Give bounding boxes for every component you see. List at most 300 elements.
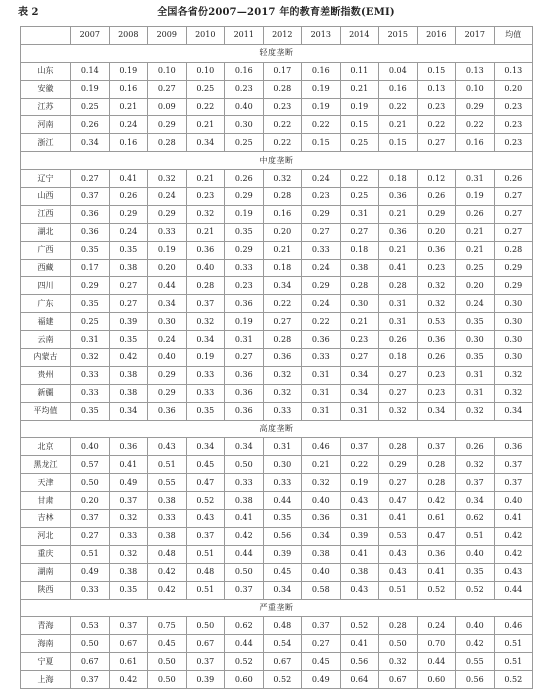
province-cell: 贵州 — [21, 366, 71, 384]
value-cell: 0.35 — [186, 402, 225, 420]
table-header-row — [21, 27, 533, 45]
mean-value-cell: 0.27 — [494, 188, 533, 206]
value-cell: 0.28 — [340, 277, 379, 295]
province-cell: 广东 — [21, 295, 71, 313]
value-cell: 0.32 — [417, 295, 456, 313]
value-cell: 0.23 — [263, 98, 302, 116]
value-cell: 0.67 — [186, 635, 225, 653]
value-cell: 0.23 — [225, 80, 264, 98]
value-cell: 0.35 — [456, 313, 495, 331]
value-cell: 0.27 — [225, 349, 264, 367]
province-cell: 甘肃 — [21, 492, 71, 510]
value-cell: 0.51 — [456, 527, 495, 545]
value-cell: 0.21 — [456, 223, 495, 241]
value-cell: 0.42 — [148, 581, 187, 599]
value-cell: 0.37 — [186, 653, 225, 671]
value-cell: 0.35 — [109, 241, 148, 259]
mean-value-cell: 0.36 — [494, 438, 533, 456]
value-cell: 0.44 — [417, 653, 456, 671]
value-cell: 0.16 — [263, 205, 302, 223]
value-cell: 0.27 — [340, 349, 379, 367]
value-cell: 0.36 — [417, 241, 456, 259]
table-row — [21, 474, 533, 492]
value-cell: 0.31 — [379, 295, 418, 313]
value-cell: 0.27 — [148, 80, 187, 98]
value-cell: 0.21 — [456, 241, 495, 259]
value-cell: 0.33 — [302, 349, 341, 367]
province-cell: 陕西 — [21, 581, 71, 599]
value-cell: 0.41 — [340, 545, 379, 563]
province-cell: 内蒙古 — [21, 349, 71, 367]
value-cell: 0.20 — [71, 492, 110, 510]
value-cell: 0.40 — [71, 438, 110, 456]
section-header-row — [21, 420, 533, 438]
value-cell: 0.23 — [340, 331, 379, 349]
value-cell: 0.15 — [417, 62, 456, 80]
value-cell: 0.45 — [186, 456, 225, 474]
value-cell: 0.31 — [225, 331, 264, 349]
value-cell: 0.37 — [71, 671, 110, 689]
value-cell: 0.30 — [456, 331, 495, 349]
value-cell: 0.33 — [225, 474, 264, 492]
table-row — [21, 134, 533, 152]
value-cell: 0.22 — [263, 116, 302, 134]
value-cell: 0.37 — [225, 581, 264, 599]
value-cell: 0.20 — [263, 223, 302, 241]
table-row — [21, 205, 533, 223]
value-cell: 0.23 — [417, 259, 456, 277]
value-cell: 0.39 — [109, 313, 148, 331]
value-cell: 0.35 — [71, 402, 110, 420]
value-cell: 0.56 — [263, 527, 302, 545]
value-cell: 0.36 — [417, 545, 456, 563]
value-cell: 0.34 — [263, 581, 302, 599]
value-cell: 0.10 — [186, 62, 225, 80]
value-cell: 0.33 — [148, 510, 187, 528]
value-cell: 0.45 — [263, 563, 302, 581]
value-cell: 0.31 — [263, 438, 302, 456]
value-cell: 0.31 — [456, 384, 495, 402]
value-cell: 0.36 — [263, 349, 302, 367]
mean-value-cell: 0.29 — [494, 277, 533, 295]
value-cell: 0.21 — [340, 80, 379, 98]
value-cell: 0.40 — [225, 98, 264, 116]
value-cell: 0.51 — [148, 456, 187, 474]
value-cell: 0.19 — [456, 188, 495, 206]
value-cell: 0.34 — [417, 402, 456, 420]
value-cell: 0.32 — [456, 456, 495, 474]
province-cell: 山东 — [21, 62, 71, 80]
mean-value-cell: 0.30 — [494, 313, 533, 331]
table-row — [21, 116, 533, 134]
value-cell: 0.37 — [340, 438, 379, 456]
value-cell: 0.39 — [263, 545, 302, 563]
value-cell: 0.33 — [148, 223, 187, 241]
value-cell: 0.26 — [417, 349, 456, 367]
table-row — [21, 277, 533, 295]
value-cell: 0.32 — [379, 653, 418, 671]
header-province-cell — [21, 27, 71, 45]
value-cell: 0.42 — [109, 349, 148, 367]
value-cell: 0.29 — [417, 205, 456, 223]
value-cell: 0.22 — [263, 134, 302, 152]
value-cell: 0.32 — [71, 349, 110, 367]
value-cell: 0.15 — [302, 134, 341, 152]
value-cell: 0.25 — [71, 313, 110, 331]
value-cell: 0.19 — [109, 62, 148, 80]
value-cell: 0.31 — [340, 205, 379, 223]
value-cell: 0.53 — [71, 617, 110, 635]
value-cell: 0.33 — [71, 581, 110, 599]
value-cell: 0.32 — [109, 545, 148, 563]
table-title: 全国各省份2007—2017 年的教育差断指数(EMI) — [157, 7, 395, 18]
value-cell: 0.27 — [379, 384, 418, 402]
value-cell: 0.22 — [417, 116, 456, 134]
value-cell: 0.41 — [379, 259, 418, 277]
province-cell: 浙江 — [21, 134, 71, 152]
value-cell: 0.47 — [379, 492, 418, 510]
value-cell: 0.36 — [109, 438, 148, 456]
table-row — [21, 62, 533, 80]
value-cell: 0.11 — [340, 62, 379, 80]
value-cell: 0.27 — [263, 313, 302, 331]
mean-value-cell: 0.23 — [494, 98, 533, 116]
value-cell: 0.60 — [225, 671, 264, 689]
value-cell: 0.17 — [263, 62, 302, 80]
table-row — [21, 635, 533, 653]
table-row — [21, 170, 533, 188]
table-row — [21, 438, 533, 456]
value-cell: 0.24 — [109, 223, 148, 241]
value-cell: 0.32 — [263, 366, 302, 384]
mean-value-cell: 0.51 — [494, 653, 533, 671]
mean-value-cell: 0.30 — [494, 331, 533, 349]
value-cell: 0.32 — [263, 170, 302, 188]
value-cell: 0.21 — [186, 116, 225, 134]
value-cell: 0.21 — [302, 456, 341, 474]
mean-value-cell: 0.44 — [494, 581, 533, 599]
value-cell: 0.56 — [340, 653, 379, 671]
value-cell: 0.60 — [417, 671, 456, 689]
value-cell: 0.25 — [456, 259, 495, 277]
value-cell: 0.75 — [148, 617, 187, 635]
value-cell: 0.27 — [340, 223, 379, 241]
table-row — [21, 671, 533, 689]
value-cell: 0.31 — [302, 402, 341, 420]
value-cell: 0.42 — [417, 492, 456, 510]
province-cell: 江苏 — [21, 98, 71, 116]
value-cell: 0.44 — [225, 635, 264, 653]
value-cell: 0.35 — [109, 581, 148, 599]
header-year-cell: 2008 — [109, 27, 148, 45]
table-row — [21, 456, 533, 474]
mean-value-cell: 0.37 — [494, 474, 533, 492]
value-cell: 0.33 — [302, 241, 341, 259]
value-cell: 0.24 — [148, 188, 187, 206]
value-cell: 0.43 — [379, 545, 418, 563]
province-cell: 湖南 — [21, 563, 71, 581]
value-cell: 0.21 — [109, 98, 148, 116]
value-cell: 0.53 — [417, 313, 456, 331]
value-cell: 0.18 — [379, 349, 418, 367]
value-cell: 0.51 — [186, 581, 225, 599]
value-cell: 0.36 — [225, 402, 264, 420]
value-cell: 0.27 — [379, 366, 418, 384]
value-cell: 0.26 — [225, 170, 264, 188]
value-cell: 0.29 — [148, 384, 187, 402]
value-cell: 0.23 — [225, 277, 264, 295]
value-cell: 0.32 — [302, 474, 341, 492]
value-cell: 0.34 — [109, 402, 148, 420]
value-cell: 0.36 — [302, 510, 341, 528]
value-cell: 0.61 — [109, 653, 148, 671]
value-cell: 0.16 — [109, 134, 148, 152]
table-row — [21, 259, 533, 277]
value-cell: 0.16 — [302, 62, 341, 80]
value-cell: 0.50 — [225, 456, 264, 474]
table-number: 表 2 — [18, 7, 39, 18]
value-cell: 0.33 — [263, 402, 302, 420]
value-cell: 0.50 — [225, 563, 264, 581]
value-cell: 0.38 — [109, 563, 148, 581]
table-row — [21, 366, 533, 384]
mean-value-cell: 0.29 — [494, 259, 533, 277]
province-cell: 北京 — [21, 438, 71, 456]
header-year-cell: 2012 — [263, 27, 302, 45]
value-cell: 0.29 — [302, 277, 341, 295]
value-cell: 0.29 — [148, 116, 187, 134]
value-cell: 0.19 — [225, 205, 264, 223]
province-cell: 吉林 — [21, 510, 71, 528]
mean-value-cell: 0.40 — [494, 492, 533, 510]
value-cell: 0.31 — [379, 313, 418, 331]
header-year-cell: 2015 — [379, 27, 418, 45]
value-cell: 0.32 — [148, 170, 187, 188]
value-cell: 0.37 — [109, 492, 148, 510]
value-cell: 0.58 — [302, 581, 341, 599]
province-cell: 天津 — [21, 474, 71, 492]
table-row — [21, 563, 533, 581]
value-cell: 0.13 — [456, 62, 495, 80]
value-cell: 0.32 — [456, 402, 495, 420]
value-cell: 0.24 — [302, 170, 341, 188]
header-year-cell: 2017 — [456, 27, 495, 45]
mean-value-cell: 0.43 — [494, 563, 533, 581]
value-cell: 0.34 — [456, 492, 495, 510]
mean-value-cell: 0.13 — [494, 62, 533, 80]
value-cell: 0.23 — [417, 366, 456, 384]
value-cell: 0.28 — [379, 438, 418, 456]
header-year-cell: 2007 — [71, 27, 110, 45]
value-cell: 0.21 — [186, 223, 225, 241]
value-cell: 0.21 — [340, 313, 379, 331]
value-cell: 0.31 — [340, 402, 379, 420]
value-cell: 0.28 — [417, 456, 456, 474]
value-cell: 0.22 — [263, 295, 302, 313]
province-cell: 湖北 — [21, 223, 71, 241]
header-year-cell: 2009 — [148, 27, 187, 45]
mean-value-cell: 0.30 — [494, 349, 533, 367]
value-cell: 0.29 — [109, 205, 148, 223]
value-cell: 0.38 — [109, 384, 148, 402]
table-row — [21, 527, 533, 545]
value-cell: 0.22 — [340, 170, 379, 188]
value-cell: 0.28 — [379, 277, 418, 295]
value-cell: 0.33 — [263, 474, 302, 492]
value-cell: 0.32 — [186, 205, 225, 223]
value-cell: 0.20 — [148, 259, 187, 277]
value-cell: 0.29 — [456, 98, 495, 116]
value-cell: 0.33 — [71, 366, 110, 384]
value-cell: 0.33 — [186, 366, 225, 384]
value-cell: 0.52 — [263, 671, 302, 689]
value-cell: 0.25 — [340, 188, 379, 206]
mean-value-cell: 0.41 — [494, 510, 533, 528]
value-cell: 0.31 — [71, 331, 110, 349]
province-cell: 安徽 — [21, 80, 71, 98]
value-cell: 0.28 — [186, 277, 225, 295]
table-row — [21, 349, 533, 367]
province-cell: 云南 — [21, 331, 71, 349]
table-row — [21, 653, 533, 671]
value-cell: 0.20 — [456, 277, 495, 295]
value-cell: 0.50 — [71, 635, 110, 653]
value-cell: 0.37 — [71, 188, 110, 206]
value-cell: 0.36 — [71, 205, 110, 223]
value-cell: 0.52 — [456, 581, 495, 599]
value-cell: 0.42 — [148, 563, 187, 581]
value-cell: 0.33 — [109, 527, 148, 545]
table-row — [21, 223, 533, 241]
value-cell: 0.42 — [109, 671, 148, 689]
mean-value-cell: 0.23 — [494, 134, 533, 152]
value-cell: 0.21 — [263, 241, 302, 259]
table-row — [21, 188, 533, 206]
value-cell: 0.38 — [109, 259, 148, 277]
value-cell: 0.22 — [302, 313, 341, 331]
value-cell: 0.10 — [148, 62, 187, 80]
value-cell: 0.34 — [186, 438, 225, 456]
mean-value-cell: 0.51 — [494, 635, 533, 653]
value-cell: 0.16 — [379, 80, 418, 98]
province-cell: 辽宁 — [21, 170, 71, 188]
value-cell: 0.64 — [340, 671, 379, 689]
value-cell: 0.19 — [340, 98, 379, 116]
value-cell: 0.38 — [225, 492, 264, 510]
value-cell: 0.32 — [109, 510, 148, 528]
value-cell: 0.26 — [456, 438, 495, 456]
value-cell: 0.37 — [71, 510, 110, 528]
value-cell: 0.49 — [109, 474, 148, 492]
value-cell: 0.49 — [71, 563, 110, 581]
value-cell: 0.24 — [302, 295, 341, 313]
value-cell: 0.22 — [379, 98, 418, 116]
value-cell: 0.47 — [417, 527, 456, 545]
value-cell: 0.38 — [340, 259, 379, 277]
value-cell: 0.31 — [456, 366, 495, 384]
value-cell: 0.38 — [148, 492, 187, 510]
value-cell: 0.37 — [186, 295, 225, 313]
value-cell: 0.34 — [340, 366, 379, 384]
mean-value-cell: 0.20 — [494, 80, 533, 98]
value-cell: 0.27 — [417, 134, 456, 152]
value-cell: 0.27 — [71, 170, 110, 188]
value-cell: 0.15 — [340, 116, 379, 134]
value-cell: 0.30 — [340, 295, 379, 313]
table-row — [21, 295, 533, 313]
mean-value-cell: 0.52 — [494, 671, 533, 689]
value-cell: 0.39 — [340, 527, 379, 545]
value-cell: 0.15 — [379, 134, 418, 152]
value-cell: 0.38 — [109, 366, 148, 384]
table-row — [21, 313, 533, 331]
value-cell: 0.34 — [148, 295, 187, 313]
value-cell: 0.30 — [263, 456, 302, 474]
value-cell: 0.36 — [379, 188, 418, 206]
table-row — [21, 241, 533, 259]
value-cell: 0.23 — [417, 98, 456, 116]
value-cell: 0.35 — [263, 510, 302, 528]
province-cell: 福建 — [21, 313, 71, 331]
value-cell: 0.28 — [263, 188, 302, 206]
value-cell: 0.34 — [263, 277, 302, 295]
value-cell: 0.10 — [456, 80, 495, 98]
value-cell: 0.22 — [340, 456, 379, 474]
value-cell: 0.29 — [148, 205, 187, 223]
value-cell: 0.33 — [71, 384, 110, 402]
value-cell: 0.31 — [340, 510, 379, 528]
value-cell: 0.40 — [186, 259, 225, 277]
value-cell: 0.44 — [225, 545, 264, 563]
value-cell: 0.35 — [225, 223, 264, 241]
value-cell: 0.40 — [456, 617, 495, 635]
value-cell: 0.17 — [71, 259, 110, 277]
value-cell: 0.28 — [379, 617, 418, 635]
province-cell: 江西 — [21, 205, 71, 223]
value-cell: 0.24 — [456, 295, 495, 313]
value-cell: 0.26 — [456, 205, 495, 223]
value-cell: 0.35 — [456, 563, 495, 581]
header-mean-cell: 均值 — [494, 27, 533, 45]
value-cell: 0.23 — [417, 384, 456, 402]
value-cell: 0.57 — [71, 456, 110, 474]
province-cell: 新疆 — [21, 384, 71, 402]
value-cell: 0.37 — [456, 474, 495, 492]
mean-value-cell: 0.42 — [494, 545, 533, 563]
value-cell: 0.21 — [379, 205, 418, 223]
value-cell: 0.36 — [225, 384, 264, 402]
value-cell: 0.24 — [148, 331, 187, 349]
value-cell: 0.50 — [148, 653, 187, 671]
table-row — [21, 80, 533, 98]
value-cell: 0.41 — [417, 563, 456, 581]
province-cell: 四川 — [21, 277, 71, 295]
mean-value-cell: 0.27 — [494, 223, 533, 241]
value-cell: 0.46 — [302, 438, 341, 456]
value-cell: 0.34 — [225, 438, 264, 456]
value-cell: 0.21 — [379, 116, 418, 134]
value-cell: 0.49 — [302, 671, 341, 689]
value-cell: 0.27 — [71, 527, 110, 545]
value-cell: 0.26 — [417, 188, 456, 206]
value-cell: 0.41 — [109, 456, 148, 474]
value-cell: 0.47 — [186, 474, 225, 492]
value-cell: 0.29 — [71, 277, 110, 295]
value-cell: 0.23 — [186, 188, 225, 206]
emi-table — [20, 26, 533, 689]
value-cell: 0.21 — [186, 170, 225, 188]
value-cell: 0.35 — [71, 241, 110, 259]
